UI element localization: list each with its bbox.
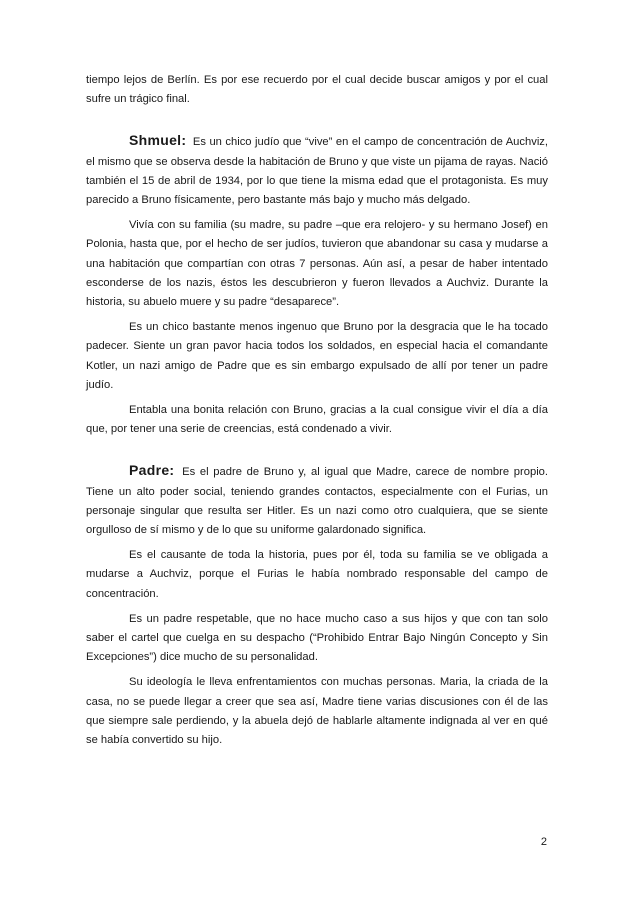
character-paragraph-padre <box>86 461 548 540</box>
paragraph-text: Entabla una bonita relación con Bruno, gracias a la cual consigue vivir el día a día que, por tener una serie de creencias, está condenado a vivir. <box>86 404 548 436</box>
paragraph-text: Es el padre de Bruno y, al igual que Madre, carece de nombre propio. Tiene un alto poder social, teniendo grandes contactos, especialmente con el Furias, un personaje singular que resulta ser Hitler. Es un nazi como otro cualquiera, que se siente orgulloso de sí mismo y de lo que su uniforme galardonado significa. <box>86 466 549 537</box>
paragraph <box>86 401 548 439</box>
character-name-heading: Shmuel: <box>129 132 187 149</box>
paragraph-text: Es un chico judío que “vive” en el campo de concentración de Auchviz, el mismo que se observa desde la habitación de Bruno y que viste un pijama de rayas. Nació también el 15 de abril de 1934, por lo que tiene la misma edad que el protagonista. Es muy parecido a Bruno físicamente, pero bastante más bajo y mucho más delgado. <box>86 136 549 207</box>
paragraph-continuation <box>86 71 548 109</box>
paragraph-text: tiempo lejos de Berlín. Es por ese recuerdo por el cual decide buscar amigos y por el cual sufre un trágico final. <box>86 74 548 106</box>
paragraph-text: Es un chico bastante menos ingenuo que Bruno por la desgracia que le ha tocado padecer. Siente un gran pavor hacia todos los soldados, en especial hacia el comandante Kotler, un nazi amigo de Padre que es sin embargo expulsado de allí por tener un padre judío. <box>86 321 548 391</box>
paragraph <box>86 216 548 312</box>
page-number: 2 <box>540 836 547 848</box>
paragraph <box>86 610 548 668</box>
character-paragraph-shmuel <box>86 131 548 210</box>
paragraph <box>86 546 548 604</box>
body-text <box>86 71 548 750</box>
paragraph-text: Es un padre respetable, que no hace mucho caso a sus hijos y que con tan solo saber el cartel que cuelga en su despacho (“Prohibido Entrar Bajo Ningún Concepto y Sin Excepciones”) dice mucho de su personalidad. <box>86 612 548 664</box>
paragraph-text: Es el causante de toda la historia, pues por él, toda su familia se ve obligada a mudarse a Auchviz, porque el Furias le había nombrado responsable del campo de concentración. <box>86 549 548 600</box>
character-name-heading: Padre: <box>129 462 175 479</box>
paragraph-text: Vivía con su familia (su madre, su padre –que era relojero- y su hermano Josef) en Polonia, hasta que, por el hecho de ser judíos, tuvieron que abandonar su casa y mudarse a una habitación que compartían con otras 7 personas. Aún así, a pesar de haber intentado esconderse de los nazis, éstos les descubrieron y fueron llevados a Auchviz. Durante la historia, su abuelo muere y su padre “desaparece”. <box>86 219 548 309</box>
paragraph <box>86 673 548 750</box>
paragraph <box>86 318 548 395</box>
paragraph-text: Su ideología le lleva enfrentamientos con muchas personas. Maria, la criada de la casa, no se puede llegar a creer que sea así, Madre tiene varias discusiones con él de las que siempre sale perdiendo, y la abuela dejó de hablarle altamente indignada al ver en qué se había convertido su hijo. <box>86 676 548 747</box>
